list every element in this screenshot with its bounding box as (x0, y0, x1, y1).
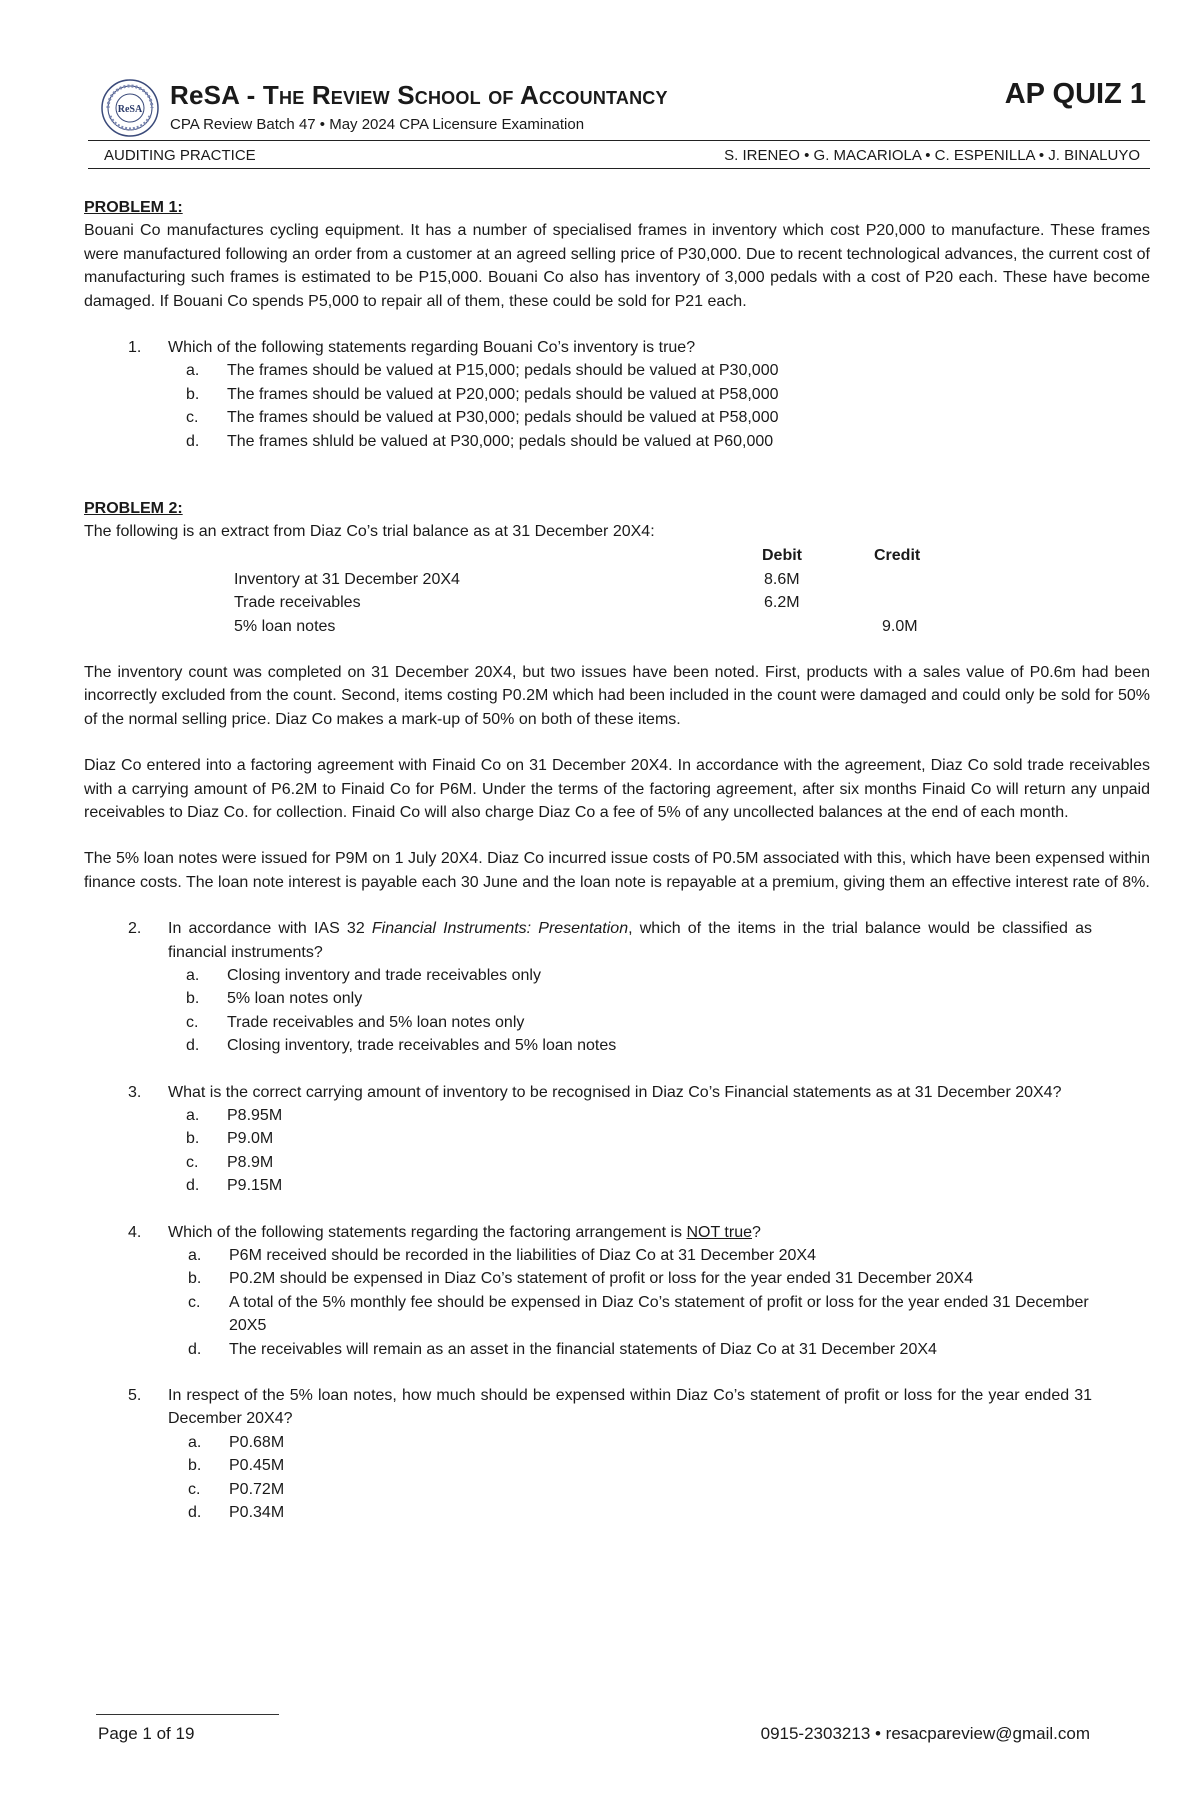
question-1: 1. Which of the following statements regarding Bouani Co’s inventory is true? (128, 339, 696, 357)
document-body (84, 196, 1150, 1524)
question-4-option-d: d. The receivables will remain as an asset in the financial statements of Diaz Co at 31 December 20X4 (188, 1340, 937, 1358)
page-number: Page 1 of 19 (98, 1724, 195, 1743)
question-5-option-c: c. P0.72M (188, 1480, 285, 1498)
question-2-option-d: d. Closing inventory, trade receivables and 5% loan notes (186, 1037, 617, 1055)
question-5: 5. In respect of the 5% loan notes, how much should be expensed within Diaz Co’s statement of profit or loss for the year ended 31 December 20X4? (128, 1387, 1092, 1428)
question-2-option-c: c. Trade receivables and 5% loan notes only (186, 1013, 525, 1031)
debit-header: Debit (762, 546, 802, 564)
problem-2-paragraph-inventory: The inventory count was completed on 31 December 20X4, but two issues have been noted. First, products with a sales value of P0.6m had been incorrectly excluded from the count. Second, items costing P0.2M which had been included in the count were damaged and could only be sold for 50% of the normal selling price. Diaz Co makes a mark-up of 50% on both of these items. (84, 663, 1150, 728)
question-5-option-b: b. P0.45M (188, 1457, 285, 1475)
question-4: 4. Which of the following statements regarding the factoring arrangement is NOT true? (128, 1223, 761, 1241)
question-5-option-a: a. P0.68M (188, 1433, 285, 1451)
authors-label: S. IRENEO • G. MACARIOLA • C. ESPENILLA • J. BINALUYO (724, 147, 1140, 164)
trial-balance-debit: 6.2M (764, 593, 800, 611)
question-3-option-b: b. P9.0M (186, 1130, 274, 1148)
trial-balance-row-label: 5% loan notes (234, 617, 336, 635)
problem-2-title: PROBLEM 2: (84, 500, 183, 518)
problem-1-title: PROBLEM 1: (84, 199, 183, 216)
svg-text:ReSA: ReSA (117, 104, 143, 115)
question-5-option-d: d. P0.34M (188, 1504, 285, 1522)
problem-2-paragraph-factoring: Diaz Co entered into a factoring agreement with Finaid Co on 31 December 20X4. In accordance with the agreement, Diaz Co sold trade receivables with a carrying amount of P6.2M to Finaid Co for P6M. Under the terms of the factoring agreement, after six months Finaid Co will return any unpaid receivables to Diaz Co. for collection. Finaid Co will also charge Diaz Co a fee of 5% of any uncollected balances at the end of each month. (84, 757, 1150, 821)
trial-balance-row-label: Trade receivables (234, 593, 361, 611)
question-3-option-c: c. P8.9M (186, 1153, 274, 1171)
question-3-option-a: a. P8.95M (186, 1106, 283, 1124)
question-3-option-d: d. P9.15M (186, 1177, 283, 1195)
question-1-option-a: a. The frames should be valued at P15,000; pedals should be valued at P30,000 (186, 362, 779, 380)
question-1-option-d: d. The frames shluld be valued at P30,000; pedals should be valued at P60,000 (186, 432, 774, 450)
question-1-option-b: b. The frames should be valued at P20,000; pedals should be valued at P58,000 (186, 385, 779, 403)
trial-balance-table (84, 544, 1150, 638)
batch-line: CPA Review Batch 47 • May 2024 CPA Licensure Examination (170, 116, 585, 133)
problem-2-intro: The following is an extract from Diaz Co’s trial balance as at 31 December 20X4: (84, 523, 655, 541)
question-2-option-a: a. Closing inventory and trade receivables only (186, 966, 541, 984)
header-rule-bottom (88, 168, 1150, 169)
header-rule-top (88, 140, 1150, 141)
trial-balance-row-label: Inventory at 31 December 20X4 (234, 570, 460, 588)
subject-label: AUDITING PRACTICE (104, 147, 256, 164)
trial-balance-debit: 8.6M (764, 570, 800, 588)
contact-info: 0915-2303213 • resacpareview@gmail.com (760, 1724, 1090, 1743)
question-1-option-c: c. The frames should be valued at P30,000; pedals should be valued at P58,000 (186, 409, 779, 427)
question-2: 2. In accordance with IAS 32 Financial Instruments: Presentation, which of the items in the trial balance would be classified as financial instruments? (128, 920, 1092, 961)
credit-header: Credit (874, 546, 921, 564)
question-3: 3. What is the correct carrying amount of inventory to be recognised in Diaz Co’s Financial statements as at 31 December 20X4? (128, 1083, 1062, 1101)
quiz-title: AP QUIZ 1 (1004, 78, 1146, 110)
question-4-option-c: c. A total of the 5% monthly fee should be expensed in Diaz Co’s statement of profit or loss for the year ended 31 December 20X5 (188, 1293, 1089, 1335)
problem-1-text: Bouani Co manufactures cycling equipment. It has a number of specialised frames in inventory which cost P20,000 to manufacture. These frames were manufactured following an order from a customer at an agreed selling price of P30,000. Due to recent technological advances, the current cost of manufacturing such frames is estimated to be P15,000. Bouani Co also has inventory of 3,000 pedals with a cost of P20 each. These have become damaged. If Bouani Co spends P5,000 to repair all of them, these could be sold for P21 each. (84, 222, 1150, 310)
trial-balance-credit: 9.0M (882, 617, 918, 635)
question-4-option-b: b. P0.2M should be expensed in Diaz Co’s statement of profit or loss for the year ended 31 December 20X4 (188, 1270, 974, 1288)
question-2-option-b: b. 5% loan notes only (186, 990, 363, 1008)
school-seal-logo (100, 78, 160, 138)
question-4-option-a: a. P6M received should be recorded in the liabilities of Diaz Co at 31 December 20X4 (188, 1247, 816, 1264)
footer-rule (96, 1714, 279, 1715)
problem-2-paragraph-loan-notes: The 5% loan notes were issued for P9M on 1 July 20X4. Diaz Co incurred issue costs of P0.5M associated with this, which have been expensed within finance costs. The loan note interest is payable each 30 June and the loan note is repayable at a premium, giving them an effective interest rate of 8%. (84, 850, 1150, 891)
school-name: ReSA - The Review School of Accountancy (170, 80, 668, 110)
